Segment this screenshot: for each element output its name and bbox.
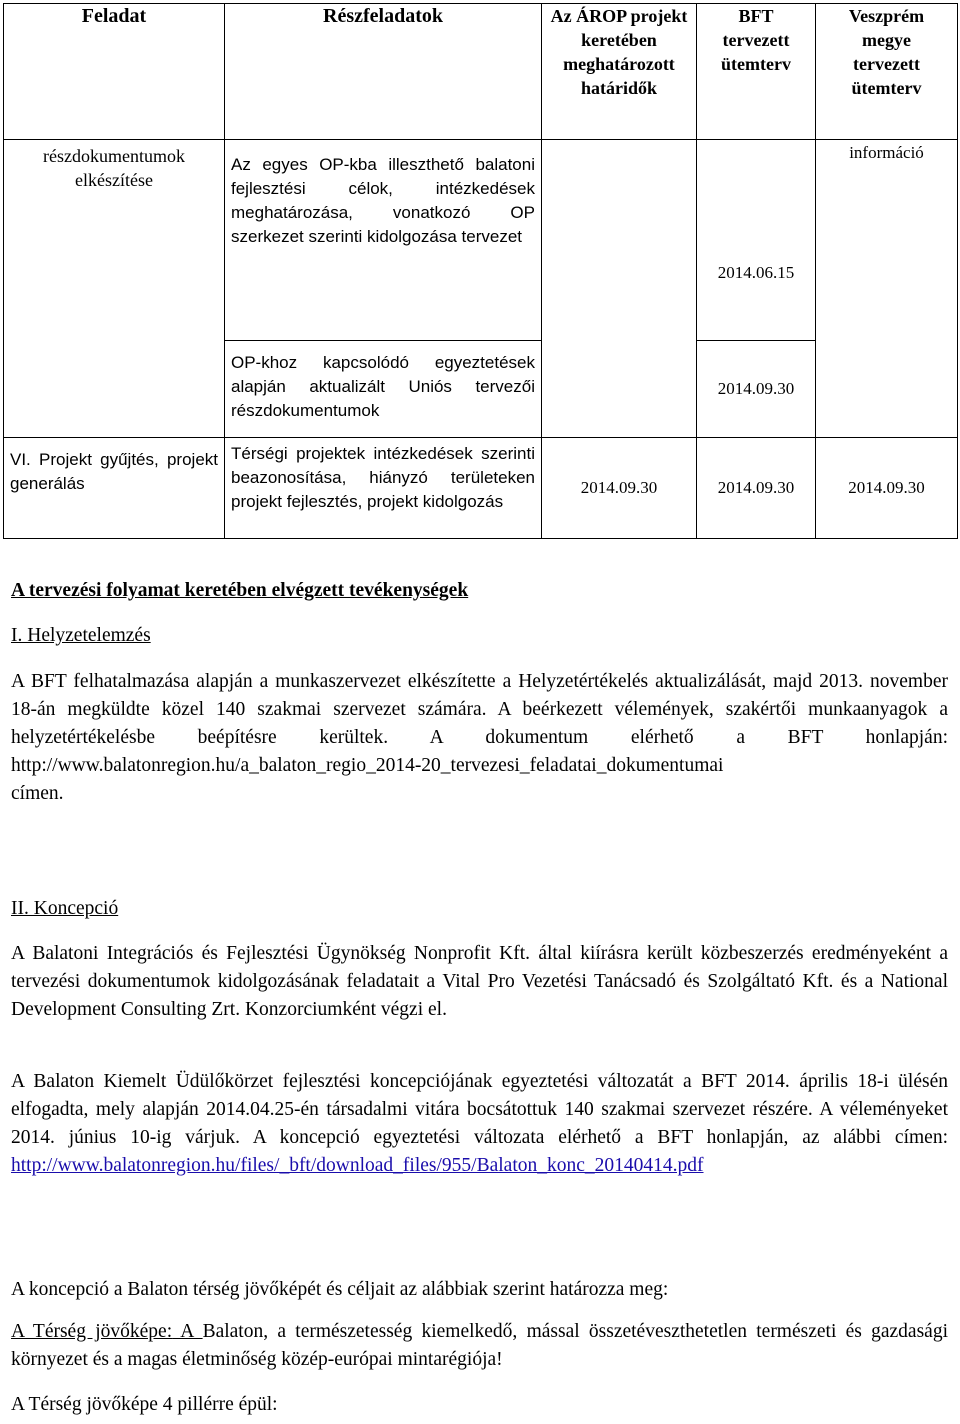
row1-arop <box>542 140 697 341</box>
row1-veszprem: információ <box>849 143 924 162</box>
header-arop: Az ÁROP projekt keretében meghatározott határidők <box>542 4 697 140</box>
row2-bft-date: 2014.09.30 <box>717 379 795 398</box>
header-veszprem: Veszprém megye tervezett ütemterv <box>816 4 958 140</box>
row1-reszfeladat: Az egyes OP-kba illeszthető balatoni fejlesztési célok, intézkedések meghatározása, vonatkozó OP szerkezet szerinti kidolgozása tervezet <box>231 155 535 246</box>
s2-p2-text: A Balaton Kiemelt Üdülőkörzet fejlesztési koncepciójának egyeztetési változatát a BFT 2014. április 18-i ülésén elfogadta, mely alapján 2014.04.25-én társadalmi vitára bocsátottuk 140 szakmai szervezet részére. A véleményeket 2014. június 10-ig várjuk. A koncepció egyeztetési változata elérhető a BFT honlapján, az alábbi címen: <box>11 1071 948 1148</box>
row3-bft-date: 2014.09.30 <box>717 478 795 497</box>
koncepcio-pdf-link[interactable]: http://www.balatonregion.hu/files/_bft/download_files/955/Balaton_konc_20140414.pdf <box>11 1155 704 1176</box>
table-row <box>4 438 958 539</box>
jovokep-label-2: A <box>172 1321 203 1342</box>
header-reszfeladatok: Részfeladatok <box>225 4 542 140</box>
row3-feladat: VI. Projekt gyűjtés, projekt generálás <box>10 450 218 493</box>
section-title: A tervezési folyamat keretében elvégzett tevékenységek <box>11 580 469 601</box>
header-bft: BFT tervezett ütemterv <box>697 4 816 140</box>
jovokep-label: A Térség jövőképe: <box>11 1321 173 1342</box>
row3-reszfeladat: Térségi projektek intézkedések szerinti beazonosítása, hiányzó területeken projekt fejlesztés, projekt kidolgozás <box>231 444 535 511</box>
table-header-row <box>4 4 958 140</box>
s2-paragraph-1: A Balatoni Integrációs és Fejlesztési Ügynökség Nonprofit Kft. által kiírásra került közbeszerzés eredményeként a tervezési dokumentumok kidolgozásának feladatait a Vital Pro Vezetési Tanácsadó és Szolgáltató Kft. és a National Development Consulting Zrt. Konzorciumként végzi el. <box>11 943 948 1020</box>
s2-paragraph-2 <box>11 1068 948 1180</box>
s1-end: címen. <box>11 783 64 804</box>
s2-paragraph-5: A Térség jövőképe 4 pillérre épül: <box>11 1394 278 1415</box>
row3-veszprem-date: 2014.09.30 <box>848 478 925 497</box>
s2-paragraph-4 <box>11 1318 948 1374</box>
row2-reszfeladat: OP-khoz kapcsolódó egyeztetések alapján aktualizált Uniós tervezői részdokumentumok <box>231 353 535 420</box>
row1-bft-date: 2014.06.15 <box>717 263 795 282</box>
s1-paragraph <box>11 668 948 808</box>
schedule-table <box>3 3 958 539</box>
row1-feladat: részdokumentumok elkészítése <box>43 146 185 190</box>
s1-url: http://www.balatonregion.hu/a_balaton_regio_2014-20_tervezesi_feladatai_dokumentumai <box>11 755 724 776</box>
table-row <box>4 341 958 438</box>
s1-heading: I. Helyzetelemzés <box>11 625 151 646</box>
header-feladat: Feladat <box>4 4 225 140</box>
jovokep-text: Balaton, a természetesség kiemelkedő, mással összetéveszthetetlen természeti és gazdasági környezet és a magas életminőség közép-európai mintarégiója! <box>11 1321 948 1370</box>
table-row <box>4 140 958 341</box>
row3-arop-date: 2014.09.30 <box>580 478 658 497</box>
s2-paragraph-3: A koncepció a Balaton térség jövőképét és céljait az alábbiak szerint határozza meg: <box>11 1279 669 1300</box>
s2-heading: II. Koncepció <box>11 898 119 919</box>
s1-text: A BFT felhatalmazása alapján a munkaszervezet elkészítette a Helyzetértékelés aktualizálását, majd 2013. november 18-án megküldte közel 140 szakmai szervezet számára. A beérkezett vélemények, szakértői munkaanyagok a helyzetértékelésbe beépítésre kerültek. A dokumentum elérhető a BFT honlapján: <box>11 671 948 748</box>
